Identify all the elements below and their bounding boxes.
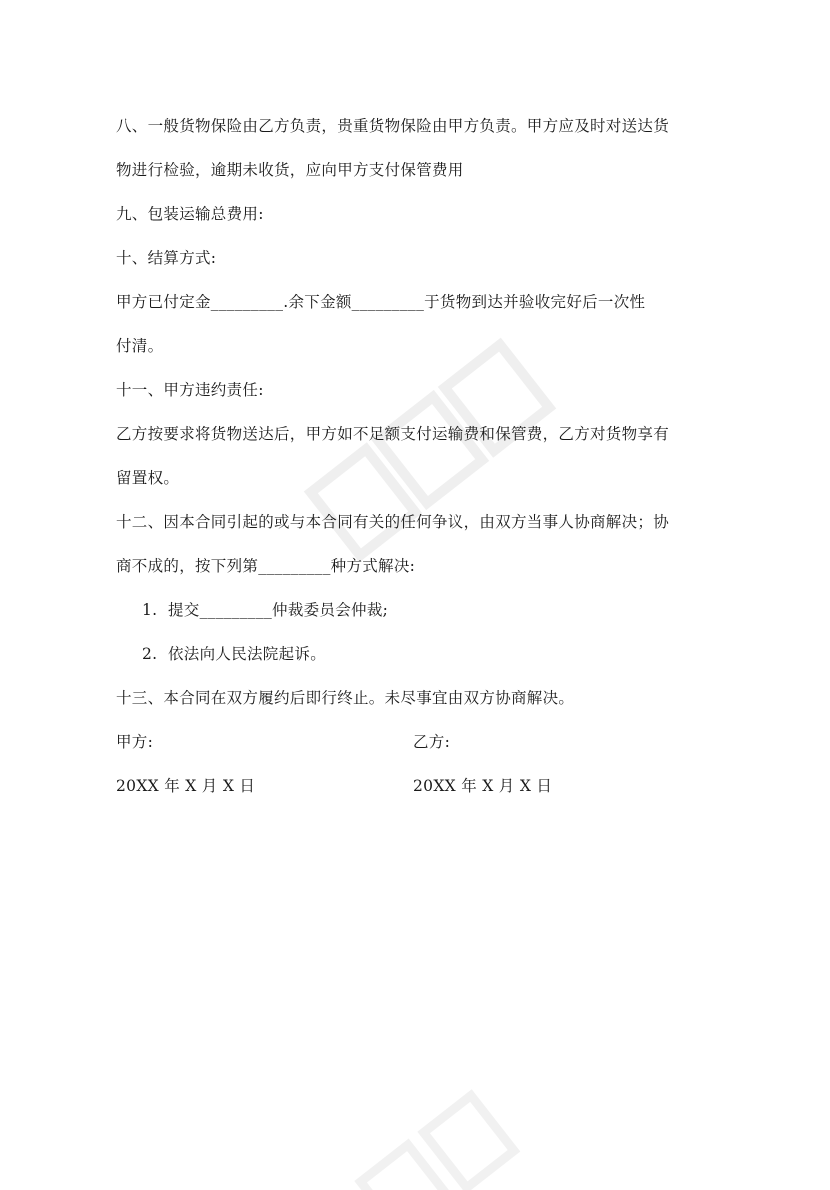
- clause-12-line-1: 十二、因本合同引起的或与本合同有关的任何争议，由双方当事人协商解决；协: [116, 513, 670, 531]
- clause-12-line-2: 商不成的，按下列第_________种方式解决:: [116, 557, 416, 575]
- clause-11-body-line-2: 留置权。: [116, 469, 180, 487]
- list-item-number: 1.: [142, 601, 158, 619]
- list-item-number: 2.: [142, 645, 158, 663]
- clause-8-line-2: 物进行检验，逾期未收货，应向甲方支付保管费用: [116, 161, 464, 179]
- list-item-text: 依法向人民法院起诉。: [168, 645, 327, 663]
- list-item: [116, 632, 720, 676]
- watermark-graphic-bottom: [330, 1030, 570, 1190]
- party-b-label: 乙方:: [413, 733, 451, 751]
- clause-10-body-line-1: 甲方已付定金_________.余下金额_________于货物到达并验收完好后一次性: [116, 293, 646, 311]
- list-item: [116, 588, 720, 632]
- clause-10-body-line-2: 付清。: [116, 337, 164, 355]
- party-a-date: 20XX 年 X 月 X 日: [116, 777, 256, 795]
- party-a-label: 甲方:: [116, 733, 154, 751]
- signature-dates-row: [116, 764, 720, 808]
- clause-9: 九、包装运输总费用:: [116, 205, 264, 223]
- clause-11: 十一、甲方违约责任:: [116, 381, 264, 399]
- signature-labels-row: [116, 720, 720, 764]
- clause-8-line-1: 八、一般货物保险由乙方负责，贵重货物保险由甲方负责。甲方应及时对送达货: [116, 117, 670, 135]
- clause-11-body-line-1: 乙方按要求将货物送达后，甲方如不足额支付运输费和保管费，乙方对货物享有: [116, 425, 670, 443]
- list-item-text: 提交_________仲裁委员会仲裁;: [168, 601, 389, 619]
- clause-13: 十三、本合同在双方履约后即行终止。未尽事宜由双方协商解决。: [116, 689, 575, 707]
- party-b-date: 20XX 年 X 月 X 日: [413, 777, 553, 795]
- contract-content: [116, 104, 720, 808]
- clause-10: 十、结算方式:: [116, 249, 217, 267]
